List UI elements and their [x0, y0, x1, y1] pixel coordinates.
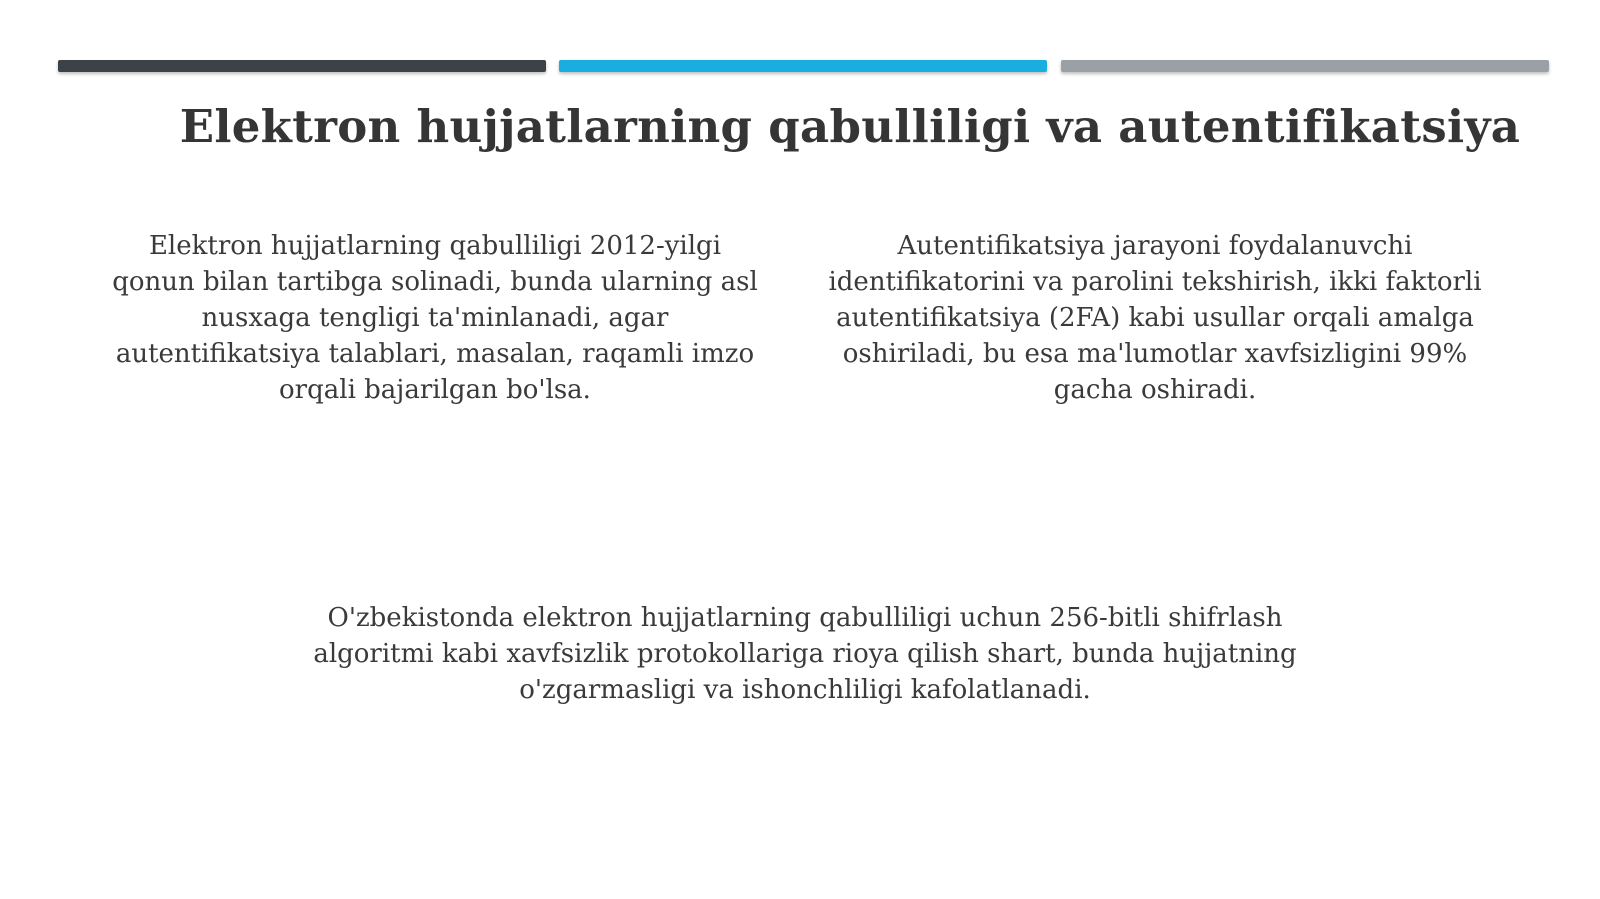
- decorative-bar-gray: [1061, 60, 1549, 72]
- paragraph-left: Elektron hujjatlarning qabulliligi 2012-yilgi qonun bilan tartibga solinadi, bunda ularning asl nusxaga tengligi ta'minlanadi, agar autentifikatsiya talablari, masalan, raqamli imzo orqali bajarilgan bo'lsa.: [112, 231, 758, 405]
- slide-title: Elektron hujjatlarning qabulliligi va autentifikatsiya: [179, 100, 1521, 153]
- decorative-bar-blue: [559, 60, 1047, 72]
- paragraph-bottom: O'zbekistonda elektron hujjatlarning qabulliligi uchun 256-bitli shifrlash algoritmi kabi xavfsizlik protokollariga rioya qilish shart, bunda hujjatning o'zgarmasligi va ishonchliligi kafolatlanadi.: [313, 603, 1297, 705]
- decorative-bar-dark: [58, 60, 546, 72]
- paragraph-right: Autentifikatsiya jarayoni foydalanuvchi identifikatorini va parolini tekshirish, ikki faktorli autentifikatsiya (2FA) kabi usullar orqali amalga oshiriladi, bu esa ma'lumotlar xavfsizligini 99% gacha oshiradi.: [828, 231, 1482, 405]
